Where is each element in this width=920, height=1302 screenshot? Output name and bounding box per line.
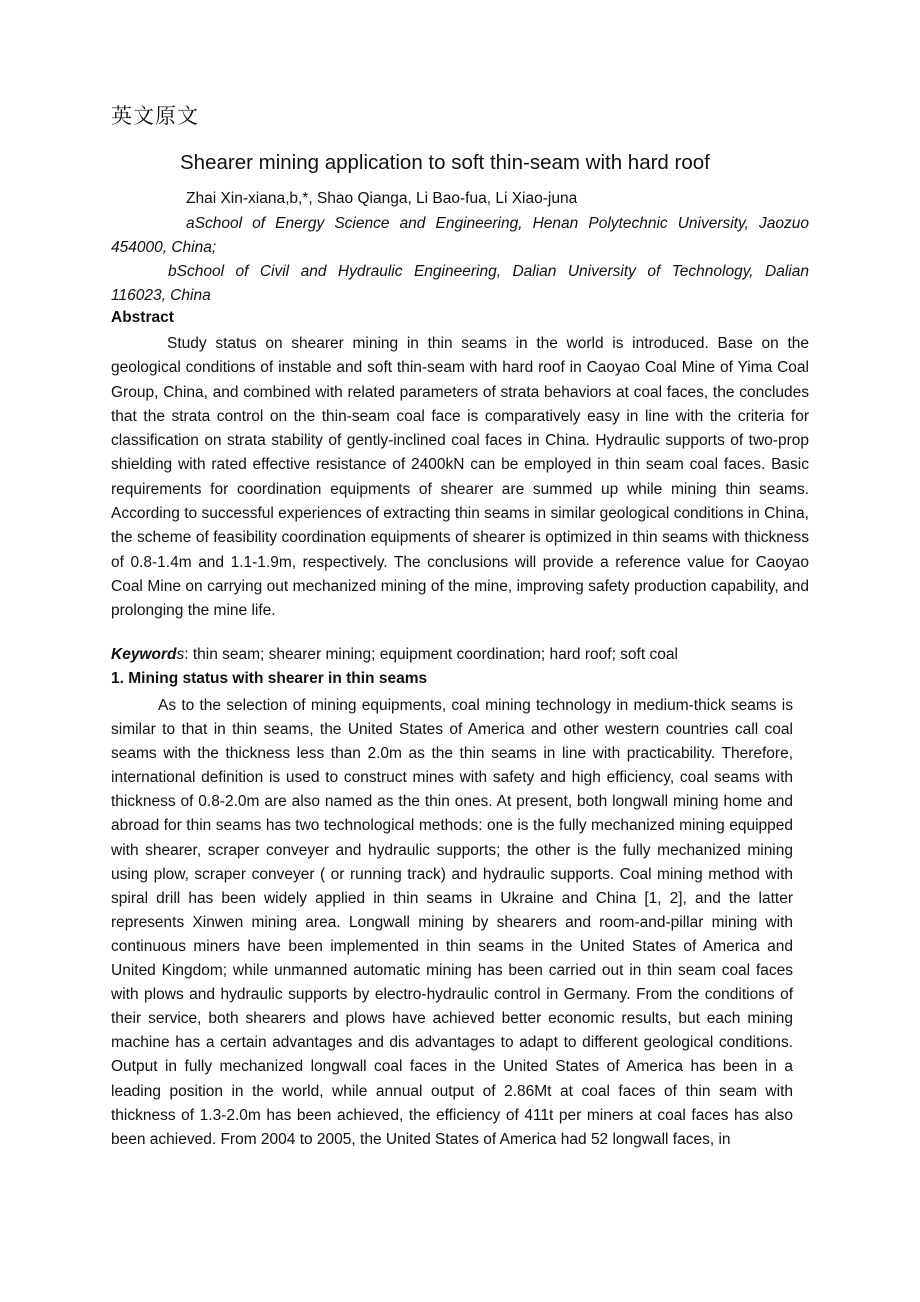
keywords-label-suffix: s (176, 646, 185, 663)
abstract-paragraph: Study status on shearer mining in thin seams in the world is introduced. Base on the geological conditions of instable and soft thin-seam with hard roof in Caoyao Coal Mine of Yima Coal Group, China, and combined with related parameters of strata behaviors at coal faces, the concludes that the strata control on the thin-seam coal face is comparatively easy in line with the criteria for classification on strata stability of gently-inclined coal faces in China. Hydraulic supports of two-prop shielding with rated effective resistance of 2400kN can be employed in thin seam coal faces. Basic requirements for coordination equipments of shearer are summed up while mining thin seams. According to successful experiences of extracting thin seams in similar geological conditions in China, the scheme of feasibility coordination equipments of shearer is optimized in thin seams with thickness of 0.8-1.4m and 1.1-1.9m, respectively. The conclusions will provide a reference value for Caoyao Coal Mine on carrying out mechanized mining of the mine, improving safety production capability, and prolonging the mine life. (111, 335, 809, 620)
affiliation-b-line1: bSchool of Civil and Hydraulic Engineering, Dalian University of Technology, Dalian (168, 263, 809, 280)
affiliation-a-line1: aSchool of Energy Science and Engineering, Henan Polytechnic University, Jaozuo (186, 215, 809, 232)
keywords-label: Keyword (111, 646, 177, 663)
section-heading: 1. Mining status with shearer in thin seams (111, 670, 428, 687)
affiliation-a-line2: 454000, China; (111, 239, 217, 256)
paper-title: Shearer mining application to soft thin-seam with hard roof (180, 151, 710, 174)
chinese-heading: 英文原文 (111, 104, 199, 128)
affiliation-b (111, 260, 809, 308)
section-paragraph: As to the selection of mining equipments, coal mining technology in medium-thick seams is similar to that in thin seams, the United States of America and other western countries call coal seams with the thickness less than 2.0m as the thin seams in line with practicability. Therefore, international definition is used to construct mines with safety and high efficiency, coal seams with thickness of 0.8-2.0m are also named as the thin ones. At present, both longwall mining home and abroad for thin seams has two technological methods: one is the fully mechanized mining equipped with shearer, scraper conveyer and hydraulic supports; the other is the fully mechanized mining using plow, scraper conveyer ( or running track) and hydraulic supports. Coal mining method with spiral drill has been widely applied in thin seams in Ukraine and China [1, 2], and the latter represents Xinwen mining area. Longwall mining by shearers and room-and-pillar mining with continuous miners have been implemented in thin seams in the United States of America and United Kingdom; while unmanned automatic mining has been carried out in thin seam coal faces with plows and hydraulic supports by electro-hydraulic control in Germany. From the conditions of their service, both shearers and plows have achieved better economic results, but each mining machine has a certain advantages and dis advantages to adapt to different geological conditions. Output in fully mechanized longwall coal faces in the United States of America has been in a leading position in the world, while annual output of 2.86Mt at coal faces of thin seam with thickness of 1.3-2.0m has been achieved, the efficiency of 411t per miners at coal faces has also been achieved. From 2004 to 2005, the United States of America had 52 longwall faces, in (111, 697, 793, 1148)
affiliation-a (111, 212, 809, 260)
affiliation-b-line2: 116023, China (111, 287, 211, 304)
keywords-text: : thin seam; shearer mining; equipment coordination; hard roof; soft coal (184, 646, 678, 663)
abstract-heading: Abstract (111, 309, 174, 326)
keywords-line (111, 646, 678, 664)
author-list: Zhai Xin-xiana,b,*, Shao Qianga, Li Bao-fua, Li Xiao-juna (186, 190, 578, 207)
